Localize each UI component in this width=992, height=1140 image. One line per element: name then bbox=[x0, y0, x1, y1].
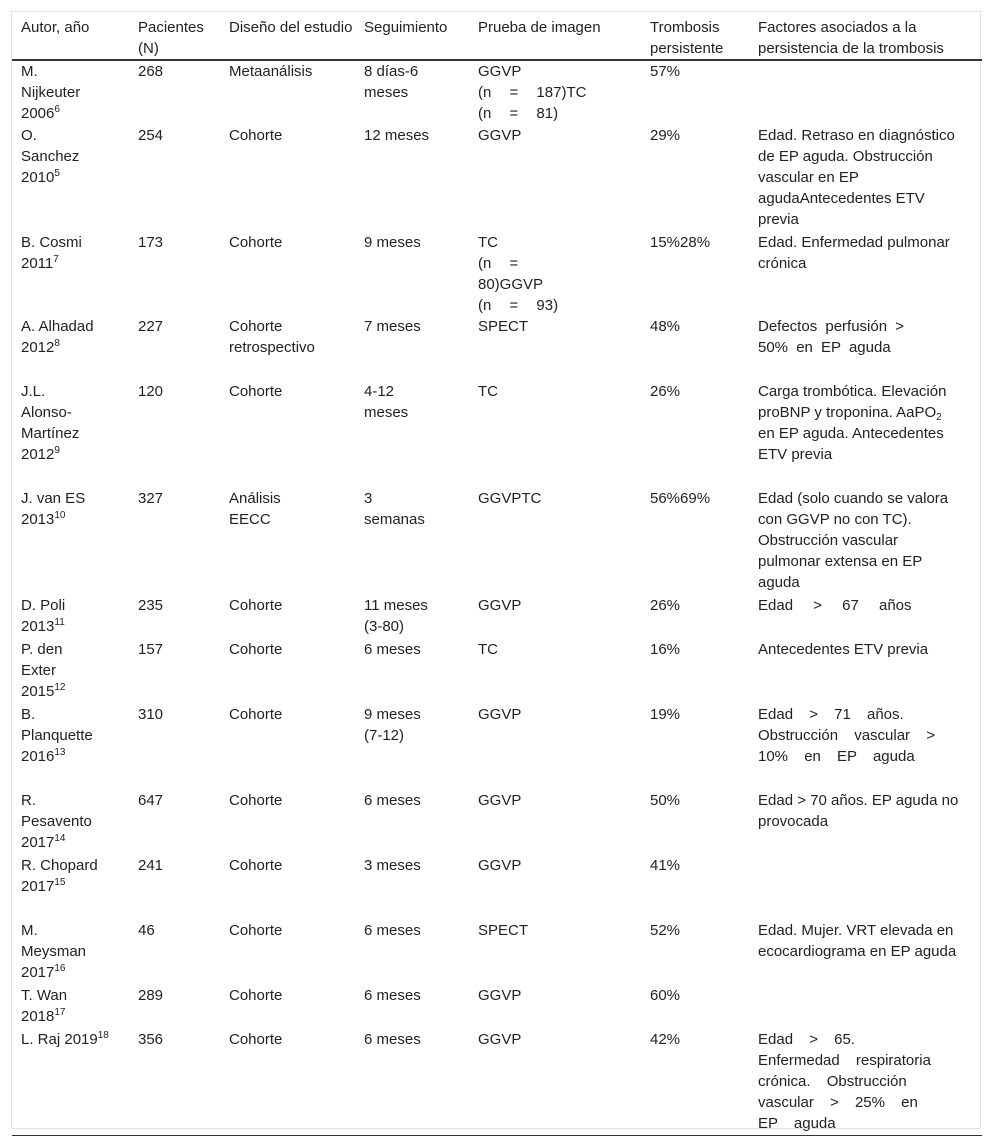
cell-imaging: GGVP bbox=[478, 792, 522, 809]
table-row bbox=[12, 60, 982, 125]
cell-imaging: GGVPTC bbox=[478, 490, 542, 507]
reference-number: 12 bbox=[54, 682, 66, 693]
cell-persistence: 60% bbox=[650, 987, 681, 1004]
table-row bbox=[12, 381, 982, 488]
cell-factors: Edad > 70 años. EP aguda no provocada bbox=[758, 792, 959, 830]
cell-followup: 3 semanas bbox=[364, 490, 425, 528]
cell-imaging: GGVP bbox=[478, 987, 522, 1004]
table-row bbox=[12, 488, 982, 595]
cell-imaging: SPECT bbox=[478, 318, 529, 335]
cell-patients: 327 bbox=[138, 490, 164, 507]
cell-patients: 647 bbox=[138, 792, 164, 809]
cell-patients: 310 bbox=[138, 706, 164, 723]
cell-patients: 268 bbox=[138, 63, 164, 80]
table-row bbox=[12, 125, 982, 232]
cell-followup: 6 meses bbox=[364, 792, 421, 809]
table-row bbox=[12, 920, 982, 985]
cell-author: R. Pesavento 2017$^{14}$ bbox=[21, 792, 92, 851]
cell-patients: 173 bbox=[138, 234, 164, 251]
cell-patients: 289 bbox=[138, 987, 164, 1004]
cell-design: Cohorte bbox=[229, 792, 283, 809]
cell-factors: Carga trombótica. Elevación proBNP y troponina. AaPO$_2$ en EP aguda. Antecedentes ETV previa bbox=[758, 383, 947, 463]
cell-author: R. Chopard 2017$^{15}$ bbox=[21, 857, 98, 895]
cell-followup: 6 meses bbox=[364, 922, 421, 939]
table-row bbox=[12, 595, 982, 639]
header-author: Autor, año bbox=[12, 12, 129, 60]
studies-table bbox=[12, 12, 982, 1136]
reference-number: 16 bbox=[54, 963, 66, 974]
cell-followup: 11 meses (3-80) bbox=[364, 597, 428, 635]
cell-author: J.L. Alonso-Martínez 2012$^9$ bbox=[21, 383, 80, 463]
cell-imaging: GGVP bbox=[478, 857, 522, 874]
cell-factors: Edad (solo cuando se valora con GGVP no con TC). Obstrucción vascular pulmonar extensa en EP aguda bbox=[758, 490, 949, 591]
cell-factors: Defectos perfusión > 50% en EP aguda bbox=[758, 318, 904, 356]
table-row bbox=[12, 985, 982, 1029]
cell-followup: 6 meses bbox=[355, 1029, 469, 1135]
reference-number: 6 bbox=[54, 104, 60, 115]
cell-design: Cohorte bbox=[229, 383, 283, 400]
table-row bbox=[12, 790, 982, 855]
cell-patients: 235 bbox=[138, 597, 164, 614]
cell-followup: 3 meses bbox=[364, 857, 421, 874]
table-row bbox=[12, 639, 982, 704]
table-row bbox=[12, 704, 982, 790]
cell-persistence: 56%69% bbox=[650, 490, 711, 507]
cell-patients: 46 bbox=[138, 922, 155, 939]
reference-number: 18 bbox=[97, 1030, 109, 1041]
cell-persistence: 48% bbox=[650, 318, 681, 335]
header-factors: Factores asociados a la persistencia de la trombosis bbox=[749, 12, 982, 60]
reference-number: 7 bbox=[53, 254, 59, 265]
cell-factors: Edad > 71 años. Obstrucción vascular > 10% en EP aguda bbox=[758, 706, 935, 765]
cell-factors bbox=[749, 60, 982, 125]
cell-factors bbox=[749, 985, 982, 1029]
cell-imaging: GGVP bbox=[478, 706, 522, 723]
cell-followup: 9 meses bbox=[364, 234, 421, 251]
cell-factors: Edad > 67 años bbox=[758, 597, 912, 614]
cell-factors: Edad > 65. Enfermedad respiratoria crónica. Obstrucción vascular > 25% en EP aguda bbox=[749, 1029, 982, 1135]
header-imaging: Prueba de imagen bbox=[469, 12, 641, 60]
reference-number: 11 bbox=[54, 617, 65, 628]
reference-number: 15 bbox=[54, 877, 66, 888]
cell-author: L. Raj 2019$^{18}$ bbox=[12, 1029, 129, 1135]
table-row bbox=[12, 316, 982, 381]
cell-factors: Antecedentes ETV previa bbox=[758, 641, 929, 658]
cell-persistence: 52% bbox=[650, 922, 681, 939]
table-row bbox=[12, 232, 982, 316]
reference-number: 9 bbox=[54, 445, 60, 456]
cell-author: J. van ES 2013$^{10}$ bbox=[21, 490, 86, 528]
cell-imaging: GGVP bbox=[478, 597, 522, 614]
cell-author: A. Alhadad 2012$^8$ bbox=[21, 318, 94, 356]
cell-imaging: TC (n = 80)GGVP (n = 93) bbox=[478, 234, 559, 314]
cell-imaging: GGVP bbox=[469, 1029, 641, 1135]
cell-followup: 8 días-6 meses bbox=[364, 63, 419, 101]
cell-persistence: 29% bbox=[650, 127, 681, 144]
cell-persistence: 16% bbox=[650, 641, 681, 658]
cell-followup: 4-12 meses bbox=[364, 383, 409, 421]
cell-persistence: 57% bbox=[650, 63, 681, 80]
cell-persistence: 50% bbox=[650, 792, 681, 809]
cell-author: M. Meysman 2017$^{16}$ bbox=[21, 922, 87, 981]
cell-persistence: 15%28% bbox=[650, 234, 711, 251]
header-patients: Pacientes (N) bbox=[129, 12, 220, 60]
cell-design: Metaanálisis bbox=[229, 63, 313, 80]
reference-number: 5 bbox=[54, 168, 60, 179]
cell-factors: Edad. Retraso en diagnóstico de EP aguda. Obstrucción vascular en EP agudaAntecedentes ETV previa bbox=[758, 127, 955, 228]
cell-followup: 7 meses bbox=[364, 318, 421, 335]
cell-patients: 356 bbox=[129, 1029, 220, 1135]
cell-followup: 12 meses bbox=[364, 127, 430, 144]
cell-design: Cohorte bbox=[229, 987, 283, 1004]
table-row bbox=[12, 855, 982, 920]
cell-factors: Edad. Enfermedad pulmonar crónica bbox=[758, 234, 950, 272]
cell-imaging: GGVP (n = 187)TC (n = 81) bbox=[478, 63, 587, 122]
cell-design: Cohorte bbox=[229, 597, 283, 614]
cell-imaging: TC bbox=[478, 641, 498, 658]
cell-imaging: SPECT bbox=[478, 922, 529, 939]
cell-author: B. Planquette 2016$^{13}$ bbox=[21, 706, 93, 765]
cell-persistence: 19% bbox=[650, 706, 681, 723]
cell-followup: 9 meses (7-12) bbox=[364, 706, 421, 744]
cell-author: D. Poli 2013$^{11}$ bbox=[21, 597, 66, 635]
cell-patients: 120 bbox=[138, 383, 164, 400]
reference-number: 13 bbox=[54, 747, 66, 758]
cell-imaging: TC bbox=[478, 383, 498, 400]
cell-patients: 227 bbox=[138, 318, 164, 335]
cell-imaging: GGVP bbox=[478, 127, 522, 144]
table-row bbox=[12, 1029, 982, 1135]
cell-patients: 241 bbox=[138, 857, 164, 874]
reference-number: 17 bbox=[54, 1007, 66, 1018]
reference-number: 14 bbox=[54, 833, 66, 844]
cell-author: B. Cosmi 2011$^7$ bbox=[21, 234, 82, 272]
header-followup: Seguimiento bbox=[355, 12, 469, 60]
cell-design: Cohorte retrospectivo bbox=[229, 318, 315, 356]
cell-persistence: 26% bbox=[650, 383, 681, 400]
table-container bbox=[11, 11, 981, 1132]
header-persistence: Trombosis persistente bbox=[641, 12, 749, 60]
cell-persistence: 41% bbox=[650, 857, 681, 874]
cell-patients: 254 bbox=[138, 127, 164, 144]
reference-number: 8 bbox=[54, 338, 60, 349]
reference-number: 10 bbox=[54, 510, 66, 521]
cell-design: Cohorte bbox=[229, 234, 283, 251]
cell-persistence: 26% bbox=[650, 597, 681, 614]
header-design: Diseño del estudio bbox=[220, 12, 355, 60]
cell-factors bbox=[749, 855, 982, 920]
cell-author: P. den Exter 2015$^{12}$ bbox=[21, 641, 66, 700]
cell-design: Análisis EECC bbox=[229, 490, 281, 528]
cell-persistence: 42% bbox=[641, 1029, 749, 1135]
cell-design: Cohorte bbox=[229, 857, 283, 874]
cell-design: Cohorte bbox=[229, 706, 283, 723]
cell-design: Cohorte bbox=[229, 922, 283, 939]
cell-followup: 6 meses bbox=[364, 641, 421, 658]
cell-followup: 6 meses bbox=[364, 987, 421, 1004]
cell-factors: Edad. Mujer. VRT elevada en ecocardiograma en EP aguda bbox=[758, 922, 957, 960]
cell-design: Cohorte bbox=[229, 127, 283, 144]
cell-design: Cohorte bbox=[220, 1029, 355, 1135]
cell-patients: 157 bbox=[138, 641, 164, 658]
cell-author: O. Sanchez 2010$^5$ bbox=[21, 127, 80, 186]
cell-author: M. Nijkeuter 2006$^6$ bbox=[21, 63, 81, 122]
table-header-row bbox=[12, 12, 982, 60]
cell-design: Cohorte bbox=[229, 641, 283, 658]
cell-author: T. Wan 2018$^{17}$ bbox=[21, 987, 68, 1025]
